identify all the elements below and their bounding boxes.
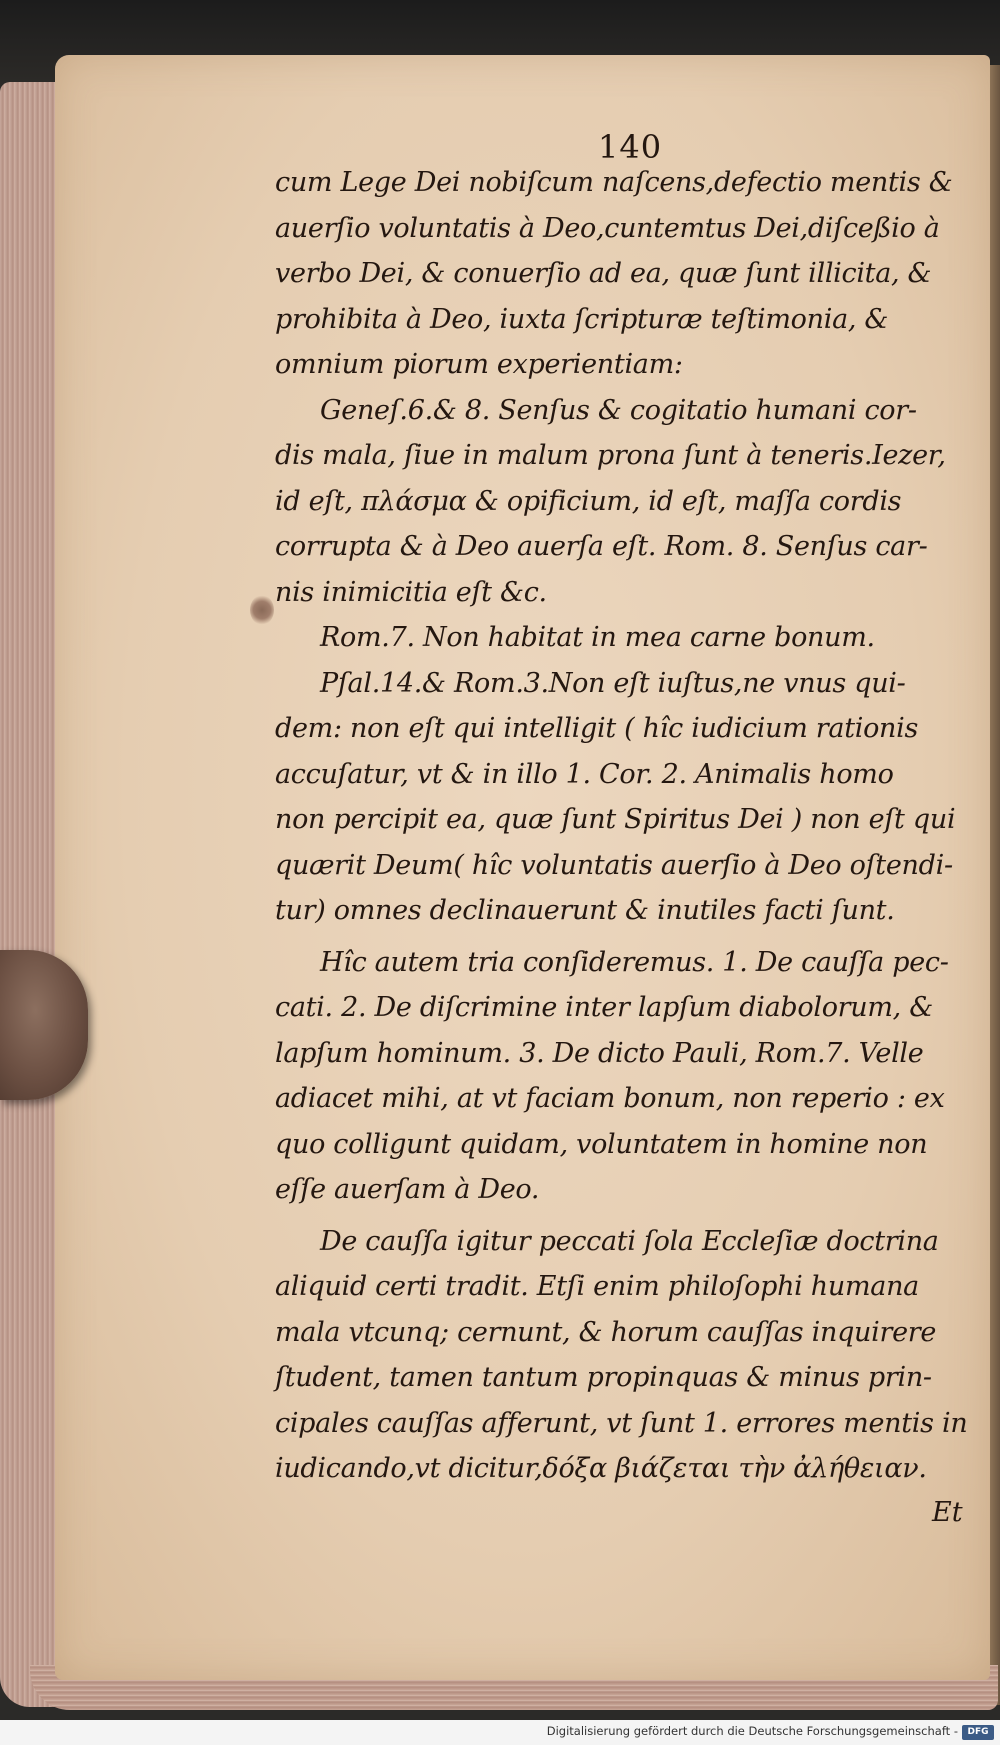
text-line: mala vtcunq; cernunt, & horum cauſſas inquirere (275, 1316, 937, 1348)
text-line: iudicando,vt dicitur,δόξα βιάζεται τὴν ἀλήθειαν. (275, 1453, 927, 1484)
book-clasp (0, 950, 88, 1100)
text-line: adiacet mihi, at vt faciam bonum, non reperio : ex (275, 1083, 945, 1114)
text-line: non percipit ea, quæ ſunt Spiritus Dei ) non eſt qui (275, 804, 956, 835)
text-line: id eſt, πλάσμα & opificium, id eſt, maſſa cordis (275, 485, 902, 517)
text-line: omnium piorum experientiam: (275, 349, 683, 380)
text-line: quærit Deum( hîc voluntatis auerſio à Deo oſtendi- (275, 849, 953, 881)
page-text (275, 160, 975, 1492)
text-line: eſſe auerſam à Deo. (275, 1174, 540, 1205)
text-line: lapſum hominum. 3. De dicto Pauli, Rom.7. Velle (275, 1037, 924, 1069)
ink-stain (250, 595, 274, 625)
text-line: Hîc autem tria conſideremus. 1. De cauſſa pec- (320, 946, 949, 978)
text-line: tur) omnes declinauerunt & inutiles facti ſunt. (275, 895, 895, 926)
text-line: cati. 2. De diſcrimine inter lapſum diabolorum, & (275, 992, 933, 1023)
text-line: verbo Dei, & conuerſio ad ea, quæ ſunt illicita, & (275, 258, 932, 289)
footer-bar (0, 1720, 1000, 1745)
dfg-logo (962, 1725, 994, 1740)
text-line: Rom.7. Non habitat in mea carne bonum. (320, 622, 875, 653)
text-line: cum Lege Dei nobiſcum naſcens,defectio mentis & (275, 167, 953, 198)
footer-credit: Digitalisierung gefördert durch die Deutsche Forschungsgemeinschaft - (546, 1724, 958, 1738)
text-line: Geneſ.6.& 8. Senſus & cogitatio humani cor- (320, 394, 917, 426)
text-line: aliquid certi tradit. Etſi enim philoſophi humana (275, 1271, 919, 1302)
text-line: dis mala, ſiue in malum prona ſunt à teneris.Iezer, (275, 440, 946, 471)
text-line: auerſio voluntatis à Deo,cuntemtus Dei,diſceßio à (275, 212, 940, 244)
text-line: De cauſſa igitur peccati ſola Eccleſiæ doctrina (320, 1225, 939, 1257)
text-line: Pſal.14.& Rom.3.Non eſt iuſtus,ne vnus qui- (320, 667, 906, 699)
text-line: quo colligunt quidam, voluntatem in homine non (275, 1128, 928, 1160)
text-line: accuſatur, vt & in illo 1. Cor. 2. Animalis homo (275, 758, 894, 790)
text-line: prohibita à Deo, iuxta ſcripturæ teſtimonia, & (275, 303, 889, 335)
catchword: Et (932, 1497, 963, 1528)
text-line: nis inimicitia eſt &c. (275, 576, 547, 608)
text-line: dem: non eſt qui intelligit ( hîc iudicium rationis (275, 713, 919, 744)
text-line: cipales cauſſas afferunt, vt ſunt 1. errores mentis in (275, 1407, 968, 1439)
text-line: ſtudent, tamen tantum propinquas & minus prin- (275, 1362, 932, 1393)
dfg-logo-text: DFG (967, 1727, 989, 1737)
page-number: 140 (598, 128, 663, 166)
text-line: corrupta & à Deo auerſa eſt. Rom. 8. Senſus car- (275, 531, 928, 562)
